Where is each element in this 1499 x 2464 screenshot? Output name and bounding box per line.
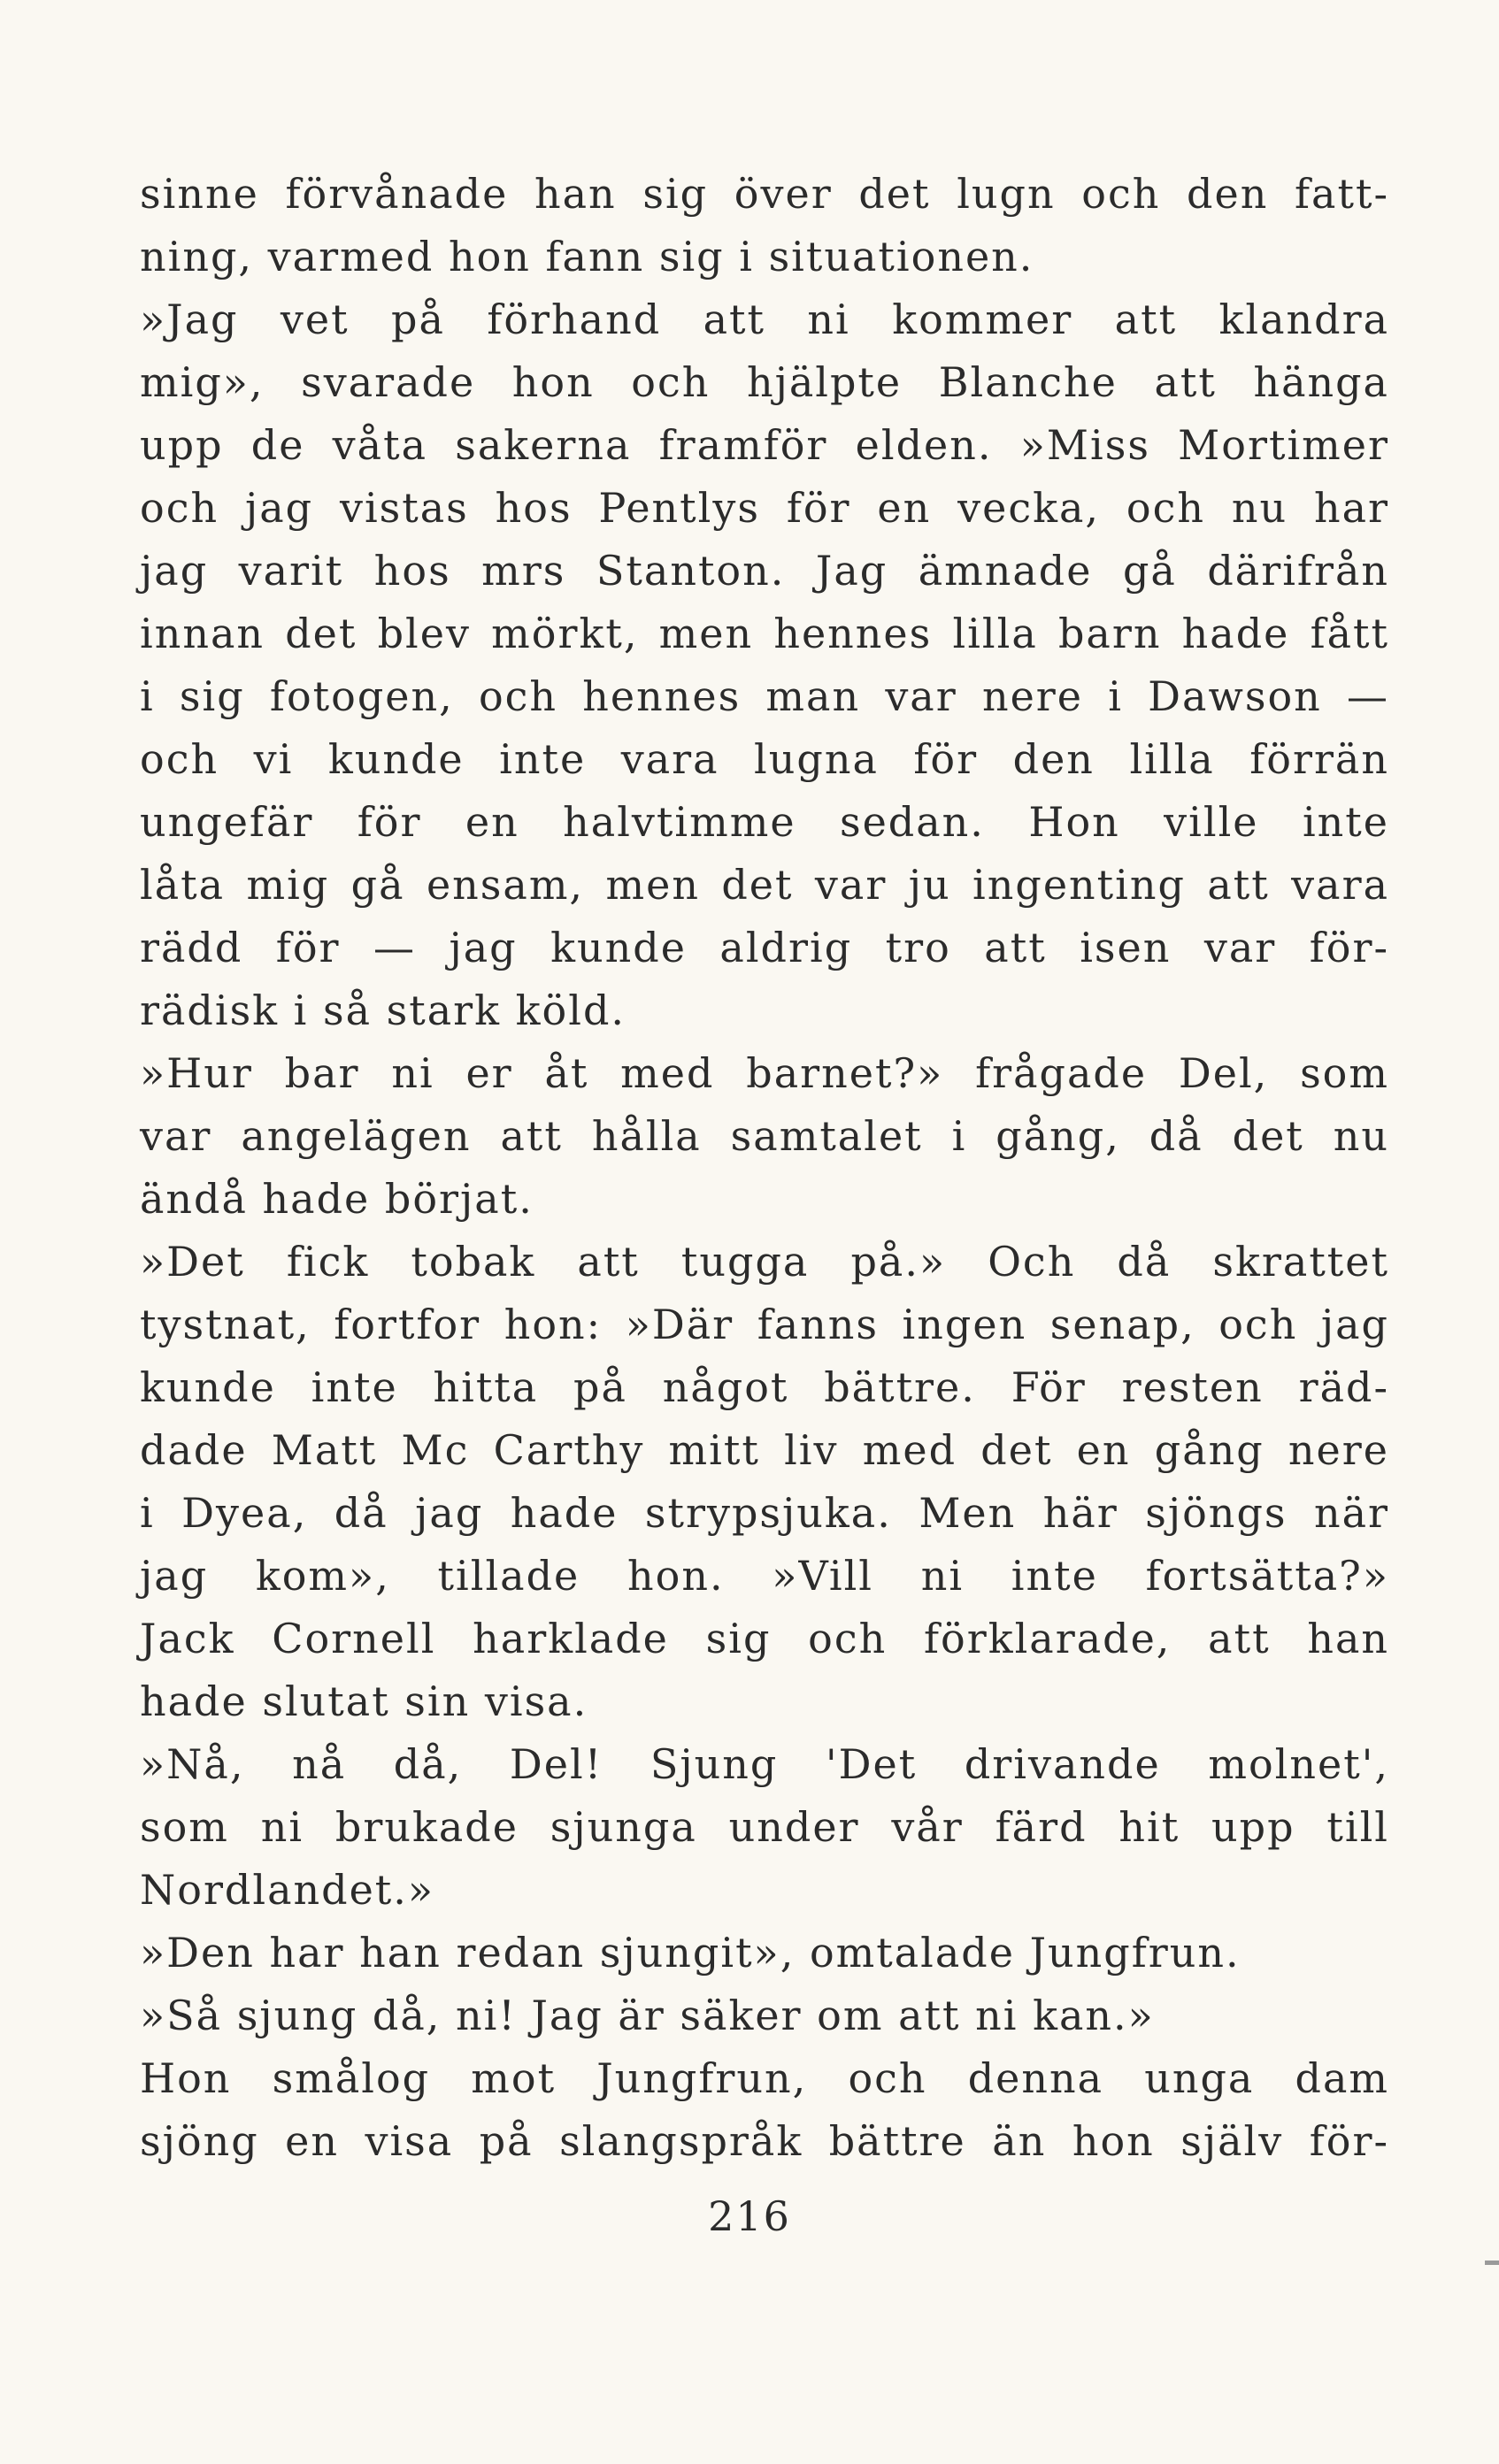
text-line: Hon smålog mot Jungfrun, och denna unga dam xyxy=(140,2054,1389,2102)
text-line: tystnat, fortfor hon: »Där fanns ingen senap, och jag xyxy=(140,1301,1389,1348)
text-line: »Hur bar ni er åt med barnet?» frågade Del, som xyxy=(140,1049,1389,1097)
text-line: dade Matt Mc Carthy mitt liv med det en gång nere xyxy=(140,1426,1389,1474)
text-line: »Den har han redan sjungit», omtalade Jungfrun. xyxy=(140,1929,1241,1977)
text-line: kunde inte hitta på något bättre. För resten räd- xyxy=(140,1363,1389,1411)
text-line: mig», svarade hon och hjälpte Blanche att hänga xyxy=(140,358,1389,406)
text-line: rädisk i så stark köld. xyxy=(140,986,627,1034)
body-text xyxy=(140,163,1389,2173)
text-line: i Dyea, då jag hade strypsjuka. Men här sjöngs när xyxy=(140,1489,1389,1537)
text-line: låta mig gå ensam, men det var ju ingenting att vara xyxy=(140,861,1389,909)
text-line: ändå hade börjat. xyxy=(140,1175,534,1223)
text-line: rädd för — jag kunde aldrig tro att isen var för- xyxy=(140,924,1389,971)
text-line: ungefär för en halvtimme sedan. Hon ville inte xyxy=(140,798,1389,846)
edge-mark xyxy=(1485,2261,1499,2265)
text-line: innan det blev mörkt, men hennes lilla barn hade fått xyxy=(140,610,1389,657)
text-line: ning, varmed hon fann sig i situationen. xyxy=(140,233,1034,280)
text-line: jag kom», tillade hon. »Vill ni inte fortsätta?» xyxy=(140,1552,1389,1600)
text-line: »Nå, nå då, Del! Sjung 'Det drivande molnet', xyxy=(140,1740,1389,1788)
text-line: upp de våta sakerna framför elden. »Miss Mortimer xyxy=(140,421,1389,469)
text-line: och jag vistas hos Pentlys för en vecka, och nu har xyxy=(140,484,1389,532)
text-line: sjöng en visa på slangspråk bättre än hon själv för- xyxy=(140,2117,1389,2165)
text-line: »Jag vet på förhand att ni kommer att klandra xyxy=(140,296,1389,343)
text-line: Nordlandet.» xyxy=(140,1866,435,1914)
text-line: »Så sjung då, ni! Jag är säker om att ni kan.» xyxy=(140,1992,1155,2039)
page-number: 216 xyxy=(708,2192,791,2240)
text-line: var angelägen att hålla samtalet i gång, då det nu xyxy=(140,1112,1389,1160)
text-line: »Det fick tobak att tugga på.» Och då skrattet xyxy=(140,1238,1389,1286)
text-line: hade slutat sin visa. xyxy=(140,1677,588,1725)
text-line: Jack Cornell harklade sig och förklarade, att han xyxy=(140,1615,1389,1662)
text-line: sinne förvånade han sig över det lugn och den fatt- xyxy=(140,170,1389,218)
text-line: jag varit hos mrs Stanton. Jag ämnade gå därifrån xyxy=(140,547,1389,595)
text-line: som ni brukade sjunga under vår färd hit upp till xyxy=(140,1803,1389,1851)
text-line: och vi kunde inte vara lugna för den lilla förrän xyxy=(140,735,1389,783)
text-line: i sig fotogen, och hennes man var nere i Dawson — xyxy=(140,672,1389,720)
